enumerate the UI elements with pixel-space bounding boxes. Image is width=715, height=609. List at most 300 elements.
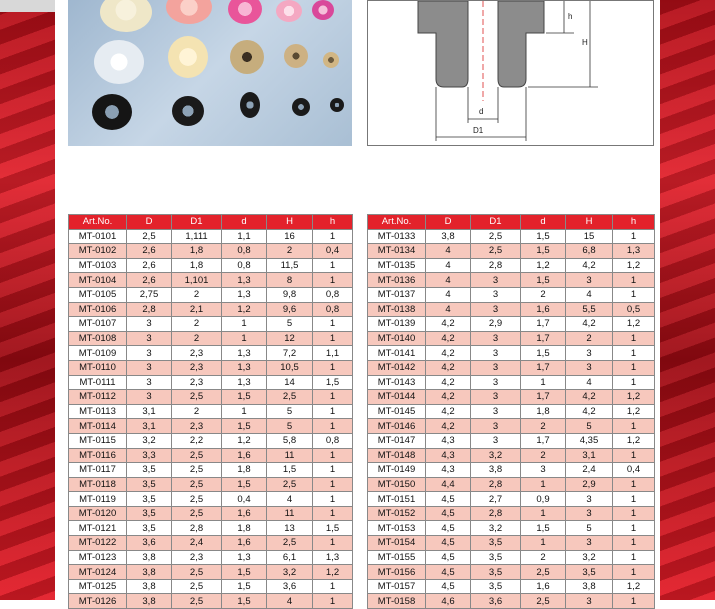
table-cell: 2,3 [172,346,222,361]
label-D1: D1 [473,126,484,135]
table-cell: 3 [566,536,613,551]
left-red-border [0,0,55,600]
table-row [69,346,353,361]
table-header-row [368,215,655,230]
table-cell: 1,7 [521,360,566,375]
table-cell: 2,5 [471,229,521,244]
table-cell: 9,6 [267,302,313,317]
table-row [69,287,353,302]
table-cell: 10,5 [267,360,313,375]
table-cell: 1,3 [313,550,353,565]
table-cell: 1 [613,346,655,361]
table-cell: 1,5 [222,419,267,434]
table-cell: 1 [313,536,353,551]
table-row [69,594,353,609]
table-row [69,433,353,448]
bushing-black [172,96,204,126]
table-cell: 3 [127,346,172,361]
table-row [69,506,353,521]
bushing-black-tall [240,92,260,118]
table-cell: 13 [267,521,313,536]
table-cell: 1 [613,273,655,288]
column-header: Art.No. [368,215,426,230]
table-row [368,463,655,478]
table-cell: 1 [313,506,353,521]
table-row [69,390,353,405]
table-cell: 2,5 [267,536,313,551]
table-cell: 1,5 [521,346,566,361]
table-cell: MT-0107 [69,317,127,332]
table-cell: 3,1 [127,404,172,419]
table-cell: MT-0150 [368,477,426,492]
table-cell: 4 [426,258,471,273]
table-cell: MT-0105 [69,287,127,302]
table-cell: MT-0123 [69,550,127,565]
table-cell: 3 [471,360,521,375]
table-cell: 2,5 [172,477,222,492]
column-header: H [566,215,613,230]
table-cell: 1,2 [222,433,267,448]
table-cell: 2,8 [471,258,521,273]
table-cell: 1,5 [313,521,353,536]
table-header-row [69,215,353,230]
table-cell: 2 [521,287,566,302]
table-cell: 3 [471,404,521,419]
table-cell: MT-0141 [368,346,426,361]
table-cell: MT-0137 [368,287,426,302]
table-cell: 1 [222,404,267,419]
table-cell: 2 [172,317,222,332]
bushing-magenta [228,0,262,24]
table-cell: 1,5 [313,375,353,390]
table-cell: 3 [127,317,172,332]
table-row [368,287,655,302]
table-cell: 1,5 [521,273,566,288]
table-row [368,302,655,317]
table-row [368,419,655,434]
table-cell: 2 [566,331,613,346]
table-row [69,419,353,434]
table-row [69,258,353,273]
table-cell: 3,8 [426,229,471,244]
table-cell: MT-0136 [368,273,426,288]
table-cell: 4,5 [426,550,471,565]
table-cell: 4,3 [426,433,471,448]
table-cell: 2,3 [172,550,222,565]
table-cell: 0,8 [222,258,267,273]
table-cell: MT-0155 [368,550,426,565]
table-cell: 2,5 [172,579,222,594]
cross-section-svg [368,1,654,146]
table-cell: 4,2 [426,317,471,332]
table-cell: 2,8 [471,477,521,492]
bushing-tan-small [284,44,308,68]
table-row [69,404,353,419]
table-cell: 4,5 [426,565,471,580]
table-cell: 3,2 [566,550,613,565]
table-cell: 2,5 [471,244,521,259]
table-row [368,258,655,273]
table-cell: MT-0149 [368,463,426,478]
table-cell: 1,8 [172,258,222,273]
table-cell: 1,2 [222,302,267,317]
table-row [368,346,655,361]
table-cell: 2,5 [172,463,222,478]
table-row [368,506,655,521]
table-cell: 4 [267,492,313,507]
table-row [368,521,655,536]
table-cell: 1 [313,360,353,375]
table-cell: 2,9 [471,317,521,332]
table-cell: 1,2 [613,258,655,273]
table-cell: MT-0103 [69,258,127,273]
bushing-tan [230,40,264,74]
table-cell: 3,8 [127,565,172,580]
bushing-cream-large [100,0,152,32]
table-cell: 0,4 [222,492,267,507]
table-cell: MT-0115 [69,433,127,448]
table-cell: MT-0154 [368,536,426,551]
table-cell: 3 [566,346,613,361]
table-cell: 0,8 [313,302,353,317]
table-cell: 1,7 [521,433,566,448]
table-cell: 1 [313,331,353,346]
table-cell: 1,7 [521,317,566,332]
table-cell: 4,4 [426,477,471,492]
table-cell: 2 [267,244,313,259]
table-cell: MT-0156 [368,565,426,580]
table-cell: 3,5 [127,506,172,521]
table-cell: 1 [613,492,655,507]
table-cell: 1,2 [613,433,655,448]
table-cell: 4,2 [426,360,471,375]
table-cell: MT-0108 [69,331,127,346]
table-row [368,244,655,259]
table-cell: 4,35 [566,433,613,448]
table-cell: 4,2 [426,419,471,434]
table-row [69,229,353,244]
table-cell: 4,2 [426,375,471,390]
table-cell: 3,5 [471,550,521,565]
table-cell: 4,5 [426,536,471,551]
table-cell: 3,2 [267,565,313,580]
table-cell: 2,5 [127,229,172,244]
top-left-gray-strip [0,0,55,12]
table-row [368,477,655,492]
table-cell: MT-0151 [368,492,426,507]
table-cell: 1,1 [313,346,353,361]
technical-drawing [367,0,654,146]
table-row [368,536,655,551]
bushing-small-magenta [312,0,334,20]
table-cell: 2,3 [172,375,222,390]
table-cell: MT-0135 [368,258,426,273]
table-cell: 5,5 [566,302,613,317]
table-row [69,463,353,478]
bushing-white [94,40,144,84]
table-cell: MT-0121 [69,521,127,536]
table-cell: 1 [313,579,353,594]
table-row [69,302,353,317]
table-cell: 4 [566,287,613,302]
table-cell: 2,3 [172,360,222,375]
table-cell: MT-0142 [368,360,426,375]
table-cell: 14 [267,375,313,390]
table-cell: MT-0134 [368,244,426,259]
table-cell: 1,8 [222,463,267,478]
table-cell: 3,2 [471,521,521,536]
table-cell: 4,2 [566,317,613,332]
table-cell: 4,2 [426,331,471,346]
table-cell: MT-0146 [368,419,426,434]
table-cell: 2,5 [267,477,313,492]
table-cell: 1 [613,448,655,463]
table-cell: 5 [267,419,313,434]
table-cell: MT-0116 [69,448,127,463]
table-cell: 1,8 [521,404,566,419]
table-cell: 3 [471,419,521,434]
label-small-h: h [568,12,573,21]
table-cell: 3,8 [127,594,172,609]
bushing-cream [168,36,208,78]
table-row [368,448,655,463]
table-cell: 3,5 [127,477,172,492]
table-row [368,594,655,609]
table-cell: 1 [521,375,566,390]
table-cell: 5 [566,419,613,434]
table-cell: MT-0109 [69,346,127,361]
bushing-light-pink [276,0,302,22]
table-cell: 4 [426,273,471,288]
table-cell: 3,8 [127,579,172,594]
table-cell: MT-0145 [368,404,426,419]
table-cell: 2,5 [172,594,222,609]
table-cell: 3,1 [566,448,613,463]
table-cell: 1 [313,492,353,507]
table-cell: 2,1 [172,302,222,317]
column-header: h [613,215,655,230]
table-cell: MT-0111 [69,375,127,390]
table-cell: 4 [426,244,471,259]
table-cell: 0,8 [313,287,353,302]
table-cell: 4,2 [426,404,471,419]
table-cell: 2 [172,331,222,346]
table-cell: 3,1 [127,419,172,434]
table-cell: 3,6 [267,579,313,594]
table-cell: 1 [222,317,267,332]
table-cell: 1,2 [613,317,655,332]
table-row [69,317,353,332]
table-cell: 4,2 [426,346,471,361]
table-cell: 1,3 [222,273,267,288]
table-cell: 4 [267,594,313,609]
table-cell: MT-0138 [368,302,426,317]
table-cell: 0,4 [613,463,655,478]
table-cell: 1 [222,331,267,346]
table-cell: 2,8 [127,302,172,317]
left-dimension-table [68,214,353,609]
table-cell: MT-0122 [69,536,127,551]
table-cell: 1,7 [521,331,566,346]
table-cell: 2,9 [566,477,613,492]
table-cell: 1 [313,448,353,463]
column-header: D [127,215,172,230]
table-cell: 1 [613,521,655,536]
table-row [69,360,353,375]
table-cell: MT-0147 [368,433,426,448]
table-cell: 3 [566,360,613,375]
table-cell: 1 [313,594,353,609]
table-cell: 3 [566,273,613,288]
table-cell: 3 [471,331,521,346]
table-cell: 5,8 [267,433,313,448]
table-cell: MT-0102 [69,244,127,259]
table-cell: 0,8 [222,244,267,259]
table-cell: 1,3 [222,287,267,302]
table-cell: 1,5 [267,463,313,478]
table-cell: 3,5 [566,565,613,580]
table-row [368,317,655,332]
table-cell: 4,2 [426,390,471,405]
table-cell: MT-0140 [368,331,426,346]
table-cell: 1 [313,463,353,478]
table-cell: 1 [521,477,566,492]
table-cell: MT-0113 [69,404,127,419]
table-row [69,448,353,463]
table-cell: 1 [613,375,655,390]
table-cell: 3 [566,492,613,507]
table-cell: MT-0110 [69,360,127,375]
table-cell: 3 [127,331,172,346]
table-cell: 1,6 [521,579,566,594]
label-H: H [582,38,588,47]
table-cell: 2,5 [172,492,222,507]
table-cell: 3 [471,433,521,448]
table-row [69,579,353,594]
table-cell: 0,4 [313,244,353,259]
table-row [368,565,655,580]
table-row [69,244,353,259]
table-cell: 3,5 [471,536,521,551]
table-row [69,521,353,536]
table-cell: MT-0106 [69,302,127,317]
table-cell: 1,2 [613,579,655,594]
table-row [69,492,353,507]
table-cell: 2,3 [172,419,222,434]
table-cell: 2 [172,287,222,302]
table-cell: 2,5 [521,594,566,609]
table-cell: 3,5 [127,463,172,478]
table-cell: MT-0114 [69,419,127,434]
table-cell: 1 [313,317,353,332]
table-cell: 4,2 [566,390,613,405]
table-cell: 1,8 [222,521,267,536]
table-cell: 8 [267,273,313,288]
table-cell: 3,6 [127,536,172,551]
table-cell: 4 [426,287,471,302]
table-cell: 1,5 [521,521,566,536]
table-cell: 4 [566,375,613,390]
table-cell: 1,1 [222,229,267,244]
table-cell: 3 [127,375,172,390]
table-cell: 2 [521,419,566,434]
table-cell: 2 [172,404,222,419]
table-cell: 1 [313,419,353,434]
table-cell: 1 [613,594,655,609]
table-cell: 15 [566,229,613,244]
column-header: D1 [471,215,521,230]
table-cell: MT-0143 [368,375,426,390]
table-cell: 2 [521,448,566,463]
table-cell: 3 [471,287,521,302]
table-cell: 1 [313,273,353,288]
table-cell: 1,101 [172,273,222,288]
column-header: d [521,215,566,230]
table-cell: 1 [613,506,655,521]
table-cell: 1,5 [222,390,267,405]
table-cell: 3 [127,360,172,375]
table-cell: 2,5 [172,390,222,405]
table-cell: 3,2 [127,433,172,448]
table-cell: MT-0153 [368,521,426,536]
table-cell: 4,5 [426,506,471,521]
table-cell: MT-0133 [368,229,426,244]
table-cell: 2 [521,550,566,565]
table-cell: 1 [613,550,655,565]
table-cell: 3,8 [471,463,521,478]
table-cell: 2,4 [566,463,613,478]
label-d: d [479,107,484,116]
table-row [368,404,655,419]
table-cell: 4,2 [566,258,613,273]
table-row [368,229,655,244]
table-cell: 0,5 [613,302,655,317]
table-cell: 1 [313,404,353,419]
table-cell: 1,6 [521,302,566,317]
table-row [368,579,655,594]
table-row [368,390,655,405]
table-cell: 1 [613,360,655,375]
table-cell: 3,3 [127,448,172,463]
table-cell: 1 [613,229,655,244]
table-cell: 3,6 [471,594,521,609]
table-cell: 3 [471,375,521,390]
table-cell: 1 [313,258,353,273]
table-cell: 1,3 [613,244,655,259]
right-red-border [660,0,715,600]
right-dimension-table [367,214,655,609]
table-row [368,492,655,507]
table-cell: 1,2 [313,565,353,580]
table-cell: 1 [613,477,655,492]
table-row [69,550,353,565]
table-cell: 1 [613,536,655,551]
table-cell: 3,8 [127,550,172,565]
table-cell: MT-0158 [368,594,426,609]
column-header: D [426,215,471,230]
table-cell: MT-0152 [368,506,426,521]
table-cell: 11,5 [267,258,313,273]
table-cell: 3,2 [471,448,521,463]
table-cell: MT-0101 [69,229,127,244]
table-cell: MT-0120 [69,506,127,521]
table-cell: 3,8 [566,579,613,594]
table-cell: 11 [267,448,313,463]
table-cell: MT-0126 [69,594,127,609]
table-cell: 1 [613,419,655,434]
table-cell: 1,7 [521,390,566,405]
table-cell: MT-0104 [69,273,127,288]
